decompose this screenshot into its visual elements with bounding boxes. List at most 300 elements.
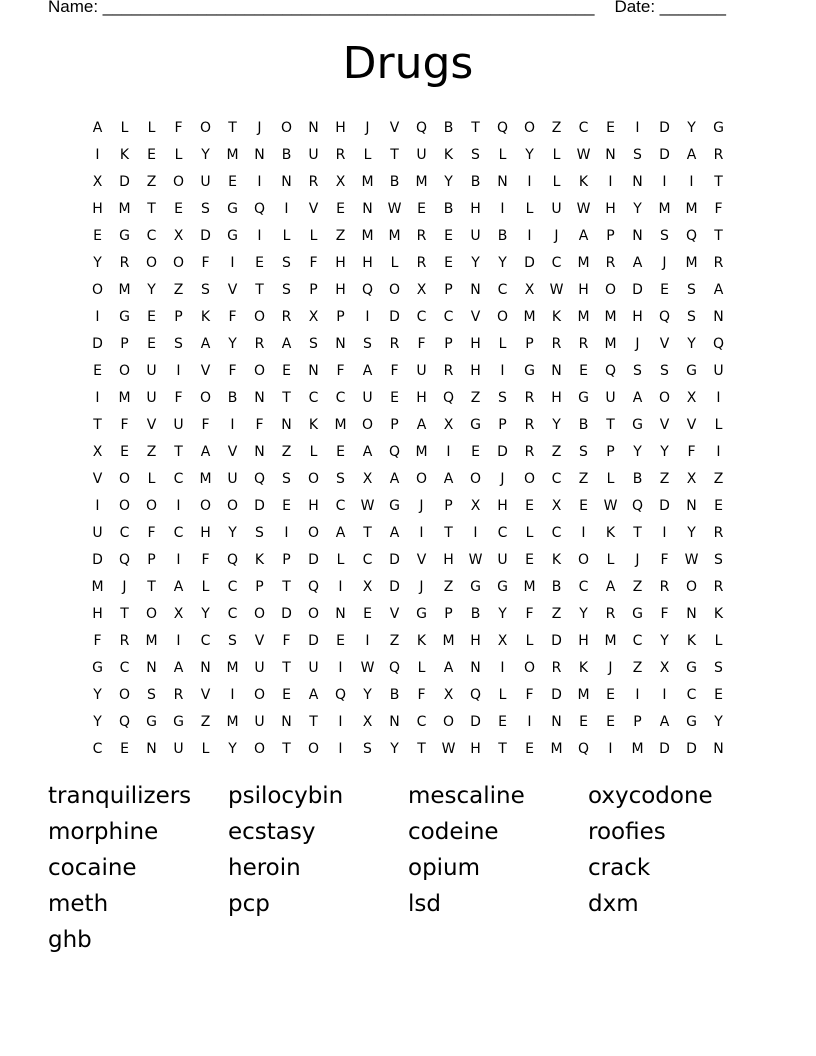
grid-letter: U xyxy=(200,173,211,190)
worksheet-header xyxy=(48,0,726,17)
grid-letter: M xyxy=(199,470,212,487)
grid-letter: Z xyxy=(335,227,346,244)
grid-letter: S xyxy=(687,308,696,325)
grid-letter: I xyxy=(176,497,181,514)
grid-letter: C xyxy=(497,281,508,298)
grid-letter: F xyxy=(660,605,669,622)
grid-letter: O xyxy=(253,740,266,757)
grid-letter: X xyxy=(497,632,508,649)
grid-letter: I xyxy=(176,551,181,568)
grid-letter: Y xyxy=(579,605,588,622)
grid-letter: G xyxy=(227,200,238,217)
grid-letter: U xyxy=(92,524,103,541)
grid-letter: D xyxy=(119,173,130,190)
grid-letter: W xyxy=(603,497,618,514)
grid-letter: V xyxy=(389,119,400,136)
grid-letter: M xyxy=(550,740,563,757)
grid-letter: C xyxy=(335,497,346,514)
grid-letter: A xyxy=(389,470,400,487)
grid-letter: D xyxy=(632,281,643,298)
grid-letter: O xyxy=(523,119,536,136)
grid-letter: U xyxy=(362,389,373,406)
grid-letter: H xyxy=(362,254,373,271)
grid-letter: X xyxy=(416,281,427,298)
grid-letter: G xyxy=(524,362,535,379)
grid-letter: Q xyxy=(253,470,266,487)
grid-letter: I xyxy=(581,524,586,541)
grid-letter: P xyxy=(147,551,156,568)
grid-letter: R xyxy=(578,335,589,352)
grid-letter: M xyxy=(145,632,158,649)
grid-letter: P xyxy=(444,335,453,352)
grid-letter: K xyxy=(254,551,265,568)
grid-letter: N xyxy=(470,281,481,298)
word-list-item: psilocybin xyxy=(228,783,344,809)
grid-letter: Z xyxy=(551,605,562,622)
grid-letter: X xyxy=(335,173,346,190)
grid-letter: M xyxy=(442,632,455,649)
grid-letter: A xyxy=(443,470,454,487)
grid-letter: I xyxy=(257,173,262,190)
grid-letter: E xyxy=(147,308,156,325)
grid-letter: E xyxy=(525,551,534,568)
grid-letter: L xyxy=(606,470,615,487)
grid-letter: Z xyxy=(443,578,454,595)
grid-letter: V xyxy=(659,416,670,433)
grid-letter: Z xyxy=(578,470,589,487)
grid-letter: E xyxy=(579,362,588,379)
grid-letter: O xyxy=(253,308,266,325)
grid-letter: U xyxy=(713,362,724,379)
grid-letter: N xyxy=(281,416,292,433)
grid-letter: E xyxy=(255,254,264,271)
grid-letter: I xyxy=(662,173,667,190)
grid-letter: Z xyxy=(200,713,211,730)
grid-letter: R xyxy=(254,335,265,352)
grid-letter: U xyxy=(173,740,184,757)
grid-letter: I xyxy=(338,740,343,757)
grid-letter: G xyxy=(119,227,130,244)
grid-letter: Y xyxy=(633,200,642,217)
grid-letter: K xyxy=(200,308,211,325)
grid-letter: R xyxy=(713,254,724,271)
grid-letter: E xyxy=(282,686,291,703)
grid-letter: M xyxy=(685,200,698,217)
grid-letter: P xyxy=(444,281,453,298)
grid-letter: X xyxy=(362,578,373,595)
grid-letter: F xyxy=(282,632,291,649)
grid-letter: Y xyxy=(552,416,561,433)
grid-letter: E xyxy=(606,119,615,136)
grid-letter: I xyxy=(716,389,721,406)
grid-letter: K xyxy=(713,605,724,622)
grid-letter: A xyxy=(335,524,346,541)
page-title: Drugs xyxy=(342,38,474,89)
grid-letter: G xyxy=(389,497,400,514)
grid-letter: C xyxy=(416,308,427,325)
grid-letter: T xyxy=(309,713,318,730)
grid-letter: O xyxy=(496,308,509,325)
grid-letter: U xyxy=(254,713,265,730)
grid-letter: I xyxy=(284,524,289,541)
word-list-item: codeine xyxy=(408,819,499,845)
grid-letter: R xyxy=(524,416,535,433)
grid-letter: A xyxy=(173,659,184,676)
grid-letter: N xyxy=(551,713,562,730)
grid-letter: L xyxy=(552,173,561,190)
grid-letter: P xyxy=(390,416,399,433)
grid-letter: V xyxy=(227,443,238,460)
grid-letter: R xyxy=(605,254,616,271)
grid-letter: R xyxy=(416,227,427,244)
grid-letter: Z xyxy=(173,281,184,298)
grid-letter: C xyxy=(416,713,427,730)
grid-letter: T xyxy=(228,119,237,136)
grid-letter: B xyxy=(389,686,400,703)
grid-letter: R xyxy=(173,686,184,703)
grid-letter: T xyxy=(147,578,156,595)
grid-letter: F xyxy=(174,119,183,136)
grid-letter: I xyxy=(608,173,613,190)
grid-letter: M xyxy=(118,200,131,217)
grid-letter: I xyxy=(257,227,262,244)
grid-letter: E xyxy=(336,632,345,649)
grid-letter: M xyxy=(415,443,428,460)
grid-letter: X xyxy=(362,470,373,487)
grid-letter: H xyxy=(470,200,481,217)
grid-letter: Y xyxy=(201,146,210,163)
grid-letter: W xyxy=(468,551,483,568)
grid-letter: V xyxy=(227,281,238,298)
grid-letter: E xyxy=(471,443,480,460)
word-list-item: ecstasy xyxy=(228,819,316,845)
grid-letter: O xyxy=(307,605,320,622)
grid-letter: V xyxy=(200,686,211,703)
grid-letter: H xyxy=(578,632,589,649)
grid-letter: F xyxy=(390,362,399,379)
grid-letter: C xyxy=(443,308,454,325)
grid-letter: O xyxy=(415,470,428,487)
grid-letter: C xyxy=(227,605,238,622)
grid-letter: W xyxy=(360,659,375,676)
grid-letter: C xyxy=(551,524,562,541)
grid-letter: Q xyxy=(631,497,644,514)
grid-letter: M xyxy=(523,578,536,595)
grid-letter: L xyxy=(147,119,156,136)
grid-letter: P xyxy=(174,308,183,325)
grid-letter: E xyxy=(120,740,129,757)
grid-letter: H xyxy=(497,497,508,514)
grid-letter: N xyxy=(470,659,481,676)
grid-letter: D xyxy=(659,740,670,757)
grid-letter: D xyxy=(524,254,535,271)
grid-letter: H xyxy=(470,632,481,649)
word-list-item: cocaine xyxy=(48,855,137,881)
grid-letter: X xyxy=(659,659,670,676)
grid-letter: C xyxy=(227,578,238,595)
grid-letter: J xyxy=(365,119,370,136)
grid-letter: Y xyxy=(444,173,453,190)
grid-letter: E xyxy=(93,227,102,244)
grid-letter: L xyxy=(498,335,507,352)
grid-letter: Y xyxy=(714,713,723,730)
grid-letter: S xyxy=(660,362,669,379)
grid-letter: T xyxy=(174,443,183,460)
grid-letter: B xyxy=(497,227,508,244)
grid-letter: L xyxy=(552,146,561,163)
grid-letter: E xyxy=(525,497,534,514)
grid-letter: P xyxy=(525,335,534,352)
grid-letter: V xyxy=(92,470,103,487)
grid-letter: F xyxy=(120,416,129,433)
grid-letter: P xyxy=(282,551,291,568)
grid-letter: I xyxy=(176,362,181,379)
grid-letter: N xyxy=(713,740,724,757)
grid-letter: J xyxy=(662,254,667,271)
grid-letter: C xyxy=(308,389,319,406)
grid-letter: G xyxy=(470,578,481,595)
grid-letter: T xyxy=(633,524,642,541)
grid-letter: Q xyxy=(685,227,698,244)
grid-letter: X xyxy=(362,713,373,730)
grid-letter: T xyxy=(444,524,453,541)
grid-letter: A xyxy=(416,416,427,433)
grid-letter: I xyxy=(365,632,370,649)
word-list-item: crack xyxy=(588,855,651,881)
grid-letter: U xyxy=(254,659,265,676)
grid-letter: X xyxy=(443,686,454,703)
grid-letter: F xyxy=(174,389,183,406)
grid-letter: S xyxy=(282,254,291,271)
grid-letter: Z xyxy=(389,632,400,649)
grid-letter: I xyxy=(338,578,343,595)
grid-letter: F xyxy=(201,416,210,433)
grid-letter: A xyxy=(389,524,400,541)
grid-letter: P xyxy=(336,308,345,325)
grid-letter: C xyxy=(686,686,697,703)
grid-letter: I xyxy=(284,200,289,217)
grid-letter: Z xyxy=(470,389,481,406)
grid-letter: Y xyxy=(687,119,696,136)
grid-letter: G xyxy=(578,389,589,406)
grid-letter: F xyxy=(93,632,102,649)
grid-letter: Q xyxy=(388,659,401,676)
grid-letter: Q xyxy=(442,389,455,406)
grid-letter: Y xyxy=(93,254,102,271)
grid-letter: N xyxy=(335,605,346,622)
grid-letter: O xyxy=(577,551,590,568)
word-list-item: roofies xyxy=(588,819,666,845)
grid-letter: G xyxy=(686,659,697,676)
grid-letter: D xyxy=(659,497,670,514)
grid-letter: I xyxy=(527,227,532,244)
grid-letter: E xyxy=(417,200,426,217)
grid-letter: M xyxy=(226,713,239,730)
grid-letter: V xyxy=(146,416,157,433)
grid-letter: A xyxy=(281,335,292,352)
grid-letter: R xyxy=(308,173,319,190)
grid-letter: B xyxy=(470,173,481,190)
grid-letter: H xyxy=(335,119,346,136)
grid-letter: T xyxy=(255,281,264,298)
grid-letter: R xyxy=(605,605,616,622)
grid-letter: L xyxy=(282,227,291,244)
grid-letter: E xyxy=(660,281,669,298)
grid-letter: P xyxy=(444,497,453,514)
grid-letter: G xyxy=(173,713,184,730)
grid-letter: Q xyxy=(388,443,401,460)
grid-letter: C xyxy=(173,524,184,541)
grid-letter: B xyxy=(551,578,562,595)
grid-letter: P xyxy=(444,605,453,622)
grid-letter: L xyxy=(498,146,507,163)
grid-letter: R xyxy=(551,659,562,676)
grid-letter: R xyxy=(524,443,535,460)
grid-letter: V xyxy=(686,416,697,433)
grid-letter: X xyxy=(173,227,184,244)
grid-letter: V xyxy=(470,308,481,325)
grid-letter: T xyxy=(363,524,372,541)
grid-letter: Y xyxy=(147,281,156,298)
grid-letter: O xyxy=(118,497,131,514)
grid-letter: I xyxy=(95,389,100,406)
grid-letter: Y xyxy=(525,146,534,163)
grid-letter: U xyxy=(146,389,157,406)
grid-letter: I xyxy=(446,443,451,460)
grid-letter: Z xyxy=(632,659,643,676)
word-list-item: tranquilizers xyxy=(48,783,192,809)
grid-letter: H xyxy=(335,254,346,271)
grid-letter: M xyxy=(226,146,239,163)
grid-letter: E xyxy=(282,362,291,379)
grid-letter: D xyxy=(470,713,481,730)
grid-letter: O xyxy=(658,389,671,406)
grid-letter: N xyxy=(686,605,697,622)
grid-letter: S xyxy=(201,200,210,217)
grid-letter: W xyxy=(576,200,591,217)
grid-letter: G xyxy=(470,416,481,433)
grid-letter: Q xyxy=(334,686,347,703)
grid-letter: D xyxy=(308,551,319,568)
grid-letter: R xyxy=(713,146,724,163)
grid-letter: K xyxy=(308,416,319,433)
grid-letter: Q xyxy=(118,551,131,568)
grid-letter: N xyxy=(551,362,562,379)
grid-letter: X xyxy=(173,605,184,622)
grid-letter: S xyxy=(309,335,318,352)
grid-letter: C xyxy=(119,659,130,676)
grid-letter: X xyxy=(686,389,697,406)
grid-letter: S xyxy=(363,740,372,757)
word-list-item: dxm xyxy=(588,891,639,917)
grid-letter: X xyxy=(443,416,454,433)
grid-letter: J xyxy=(122,578,127,595)
grid-letter: E xyxy=(336,443,345,460)
grid-letter: I xyxy=(500,659,505,676)
grid-letter: O xyxy=(145,497,158,514)
grid-letter: I xyxy=(95,146,100,163)
grid-letter: D xyxy=(389,551,400,568)
grid-letter: V xyxy=(308,200,319,217)
grid-letter: Y xyxy=(228,740,237,757)
grid-letter: L xyxy=(201,578,210,595)
grid-letter: T xyxy=(282,740,291,757)
grid-letter: R xyxy=(389,335,400,352)
grid-letter: W xyxy=(576,146,591,163)
grid-letter: A xyxy=(659,713,670,730)
grid-letter: P xyxy=(606,443,615,460)
grid-letter: G xyxy=(713,119,724,136)
grid-letter: R xyxy=(119,254,130,271)
word-list-item: pcp xyxy=(228,891,270,917)
grid-letter: E xyxy=(525,740,534,757)
grid-letter: S xyxy=(201,281,210,298)
grid-letter: V xyxy=(254,632,265,649)
grid-letter: Y xyxy=(228,524,237,541)
grid-letter: B xyxy=(227,389,238,406)
grid-letter: B xyxy=(443,119,454,136)
grid-letter: A xyxy=(362,362,373,379)
grid-letter: S xyxy=(336,470,345,487)
grid-letter: J xyxy=(257,119,262,136)
grid-letter: F xyxy=(714,200,723,217)
grid-letter: T xyxy=(282,659,291,676)
grid-letter: M xyxy=(577,308,590,325)
grid-letter: J xyxy=(419,578,424,595)
grid-letter: G xyxy=(119,308,130,325)
grid-letter: Q xyxy=(469,686,482,703)
grid-letter: A xyxy=(173,578,184,595)
grid-letter: T xyxy=(390,146,399,163)
grid-letter: Q xyxy=(118,713,131,730)
grid-letter: Z xyxy=(632,578,643,595)
grid-letter: D xyxy=(551,632,562,649)
grid-letter: H xyxy=(335,281,346,298)
word-list-item: morphine xyxy=(48,819,159,845)
grid-letter: K xyxy=(119,146,130,163)
grid-letter: A xyxy=(362,443,373,460)
grid-letter: M xyxy=(658,200,671,217)
grid-letter: J xyxy=(608,659,613,676)
grid-letter: L xyxy=(309,227,318,244)
grid-letter: V xyxy=(200,362,211,379)
grid-letter: Y xyxy=(390,740,399,757)
grid-letter: U xyxy=(416,146,427,163)
grid-letter: N xyxy=(632,173,643,190)
grid-letter: W xyxy=(684,551,699,568)
grid-letter: M xyxy=(577,254,590,271)
grid-letter: L xyxy=(498,686,507,703)
grid-letter: X xyxy=(92,443,103,460)
grid-letter: H xyxy=(632,308,643,325)
grid-letter: I xyxy=(689,173,694,190)
grid-letter: M xyxy=(604,632,617,649)
grid-letter: K xyxy=(443,146,454,163)
grid-letter: U xyxy=(416,362,427,379)
grid-letter: Q xyxy=(253,200,266,217)
letter-grid xyxy=(84,114,732,762)
grid-letter: Q xyxy=(307,578,320,595)
grid-letter: J xyxy=(635,551,640,568)
grid-letter: M xyxy=(334,416,347,433)
grid-letter: N xyxy=(254,146,265,163)
grid-letter: A xyxy=(308,686,319,703)
grid-letter: C xyxy=(578,119,589,136)
grid-letter: X xyxy=(686,470,697,487)
grid-letter: Z xyxy=(551,119,562,136)
grid-letter: Q xyxy=(226,551,239,568)
grid-letter: M xyxy=(226,659,239,676)
